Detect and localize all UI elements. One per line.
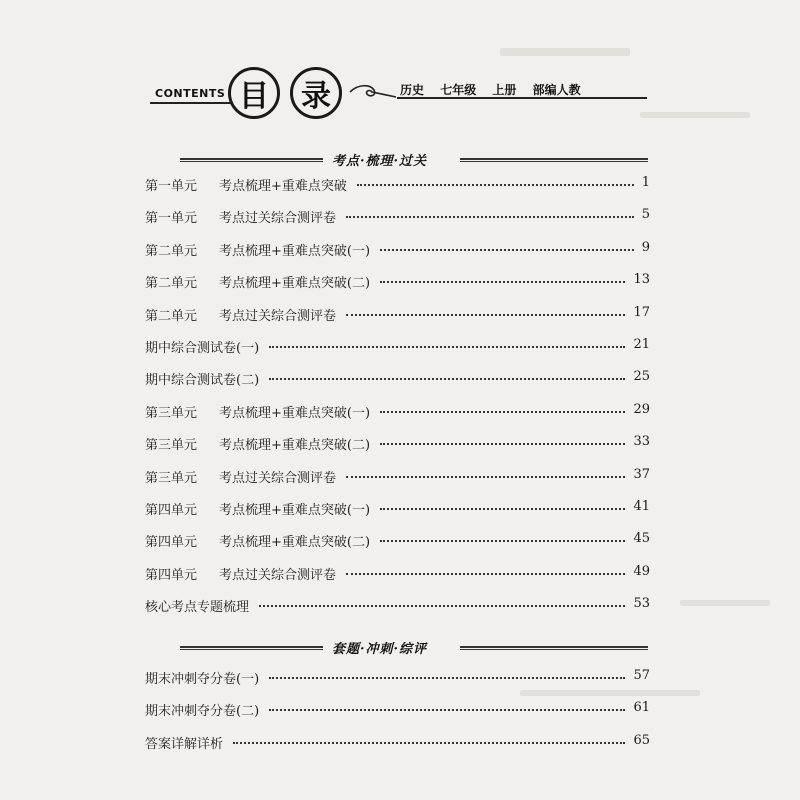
section-title: 套题·冲刺·综评 bbox=[332, 642, 428, 657]
toc-unit-label: 第一单元 bbox=[145, 179, 198, 194]
toc-page-number: 53 bbox=[633, 596, 650, 612]
toc-unit-label: 第四单元 bbox=[145, 503, 198, 518]
toc-leader-dots bbox=[269, 346, 625, 348]
toc-entry[interactable] bbox=[145, 596, 650, 614]
toc-topic-label: 期中综合测试卷(一) bbox=[145, 341, 260, 356]
toc-topic-label: 期末冲刺夺分卷(一) bbox=[145, 672, 260, 687]
toc-topic-label: 答案详解详析 bbox=[145, 736, 224, 752]
toc-leader-dots bbox=[346, 314, 625, 316]
toc-unit-label: 第四单元 bbox=[145, 567, 198, 583]
toc-leader-dots bbox=[346, 476, 625, 478]
toc-page-number: 61 bbox=[633, 700, 650, 716]
toc-entry[interactable] bbox=[145, 240, 650, 258]
section-rule-right-inner bbox=[460, 161, 648, 162]
toc-leader-dots bbox=[380, 540, 625, 542]
toc-topic-label: 期中综合测试卷(二) bbox=[145, 373, 260, 389]
toc-topic-label: 考点梳理+重难点突破 bbox=[219, 179, 347, 194]
toc-topic-label: 考点梳理+重难点突破(二) bbox=[219, 276, 371, 292]
toc-leader-dots bbox=[380, 411, 625, 413]
toc-entry[interactable] bbox=[145, 733, 650, 751]
toc-page-number: 29 bbox=[633, 401, 650, 417]
toc-topic-label: 考点梳理+重难点突破(一) bbox=[219, 503, 371, 518]
toc-page-number: 25 bbox=[633, 369, 650, 385]
toc-page-number: 45 bbox=[633, 531, 650, 547]
toc-leader-dots bbox=[357, 184, 634, 186]
toc-entry[interactable] bbox=[145, 369, 650, 387]
section-rule-right bbox=[460, 646, 648, 648]
term-label: 上册 bbox=[492, 83, 517, 97]
title-char-1: 目 bbox=[228, 67, 280, 119]
toc-unit-label: 第三单元 bbox=[145, 438, 198, 454]
section-rule-left bbox=[180, 646, 323, 648]
title-char-2: 录 bbox=[290, 67, 342, 119]
toc-unit-label: 第二单元 bbox=[145, 276, 198, 292]
section-rule-right-inner bbox=[460, 649, 648, 650]
toc-unit-label: 第三单元 bbox=[145, 405, 198, 421]
toc-leader-dots bbox=[380, 508, 625, 510]
toc-leader-dots bbox=[380, 443, 625, 445]
toc-page-number: 13 bbox=[633, 272, 650, 288]
toc-leader-dots bbox=[269, 709, 625, 711]
toc-leader-dots bbox=[269, 677, 625, 679]
toc-topic-label: 考点梳理+重难点突破(二) bbox=[219, 535, 371, 551]
toc-page-number: 21 bbox=[633, 337, 650, 352]
toc-page-number: 1 bbox=[641, 175, 650, 190]
toc-page-number: 9 bbox=[641, 239, 650, 255]
toc-unit-label: 第四单元 bbox=[145, 535, 198, 551]
section-heading bbox=[0, 150, 800, 170]
grade-label: 七年级 bbox=[440, 83, 477, 97]
toc-topic-label: 考点过关综合测评卷 bbox=[219, 567, 337, 583]
toc-topic-label: 考点梳理+重难点突破(二) bbox=[219, 438, 371, 454]
toc-entry[interactable] bbox=[145, 337, 650, 355]
toc-leader-dots bbox=[380, 281, 625, 283]
toc-entry[interactable] bbox=[145, 207, 650, 225]
toc-leader-dots bbox=[259, 605, 625, 607]
toc-leader-dots bbox=[380, 249, 634, 251]
section-rule-left-inner bbox=[180, 649, 323, 650]
toc-unit-label: 第二单元 bbox=[145, 243, 198, 259]
toc-page-number: 41 bbox=[633, 499, 650, 514]
toc-unit-label: 第二单元 bbox=[145, 308, 198, 324]
contents-label: CONTENTS bbox=[155, 87, 226, 100]
toc-topic-label: 核心考点专题梳理 bbox=[145, 600, 250, 616]
section-heading bbox=[0, 638, 800, 658]
toc-page-number: 37 bbox=[633, 466, 650, 482]
section-rule-left bbox=[180, 158, 323, 160]
toc-leader-dots bbox=[346, 573, 625, 575]
toc-entry[interactable] bbox=[145, 531, 650, 549]
toc-page-number: 17 bbox=[633, 304, 650, 320]
toc-entry[interactable] bbox=[145, 305, 650, 323]
toc-topic-label: 考点过关综合测评卷 bbox=[219, 470, 337, 486]
toc-topic-label: 考点过关综合测评卷 bbox=[219, 211, 337, 227]
toc-entry[interactable] bbox=[145, 700, 650, 718]
toc-topic-label: 期末冲刺夺分卷(二) bbox=[145, 704, 260, 720]
toc-leader-dots bbox=[233, 742, 625, 744]
toc-page-number: 33 bbox=[633, 434, 650, 450]
toc-entry[interactable] bbox=[145, 434, 650, 452]
toc-leader-dots bbox=[269, 378, 625, 380]
toc-unit-label: 第三单元 bbox=[145, 470, 198, 486]
toc-topic-label: 考点梳理+重难点突破(一) bbox=[219, 243, 371, 259]
toc-entry[interactable] bbox=[145, 467, 650, 485]
edition-label: 部编人教 bbox=[532, 83, 581, 97]
toc-entry[interactable] bbox=[145, 272, 650, 290]
subject-label: 历史 bbox=[400, 83, 425, 97]
toc-page-number: 57 bbox=[633, 668, 650, 683]
toc-leader-dots bbox=[346, 216, 634, 218]
toc-topic-label: 考点过关综合测评卷 bbox=[219, 308, 337, 324]
toc-page-number: 5 bbox=[641, 207, 650, 223]
toc-page-number: 65 bbox=[633, 732, 650, 748]
toc-entry[interactable] bbox=[145, 499, 650, 517]
toc-entry[interactable] bbox=[145, 402, 650, 420]
toc-entry[interactable] bbox=[145, 668, 650, 686]
section-title: 考点·梳理·过关 bbox=[332, 154, 428, 169]
toc-unit-label: 第一单元 bbox=[145, 211, 198, 227]
section-rule-right bbox=[460, 158, 648, 160]
section-rule-left-inner bbox=[180, 161, 323, 162]
toc-page-number: 49 bbox=[633, 563, 650, 579]
toc-entry[interactable] bbox=[145, 564, 650, 582]
toc-entry[interactable] bbox=[145, 175, 650, 193]
toc-topic-label: 考点梳理+重难点突破(一) bbox=[219, 405, 371, 421]
